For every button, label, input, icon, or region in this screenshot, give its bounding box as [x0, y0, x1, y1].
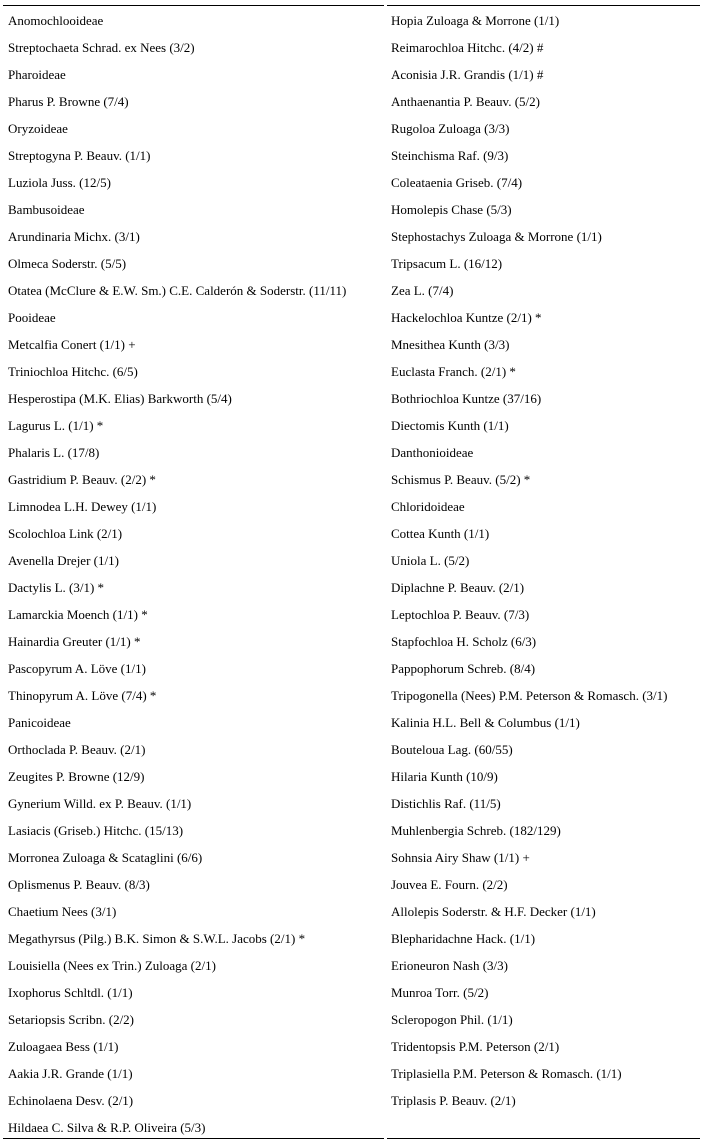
table-row: Steinchisma Raf. (9/3) — [391, 148, 509, 163]
table-row: Muhlenbergia Schreb. (182/129) — [391, 823, 561, 838]
table-row: Erioneuron Nash (3/3) — [391, 958, 508, 973]
table-row: Sohnsia Airy Shaw (1/1) + — [391, 850, 530, 865]
genera-table — [3, 5, 700, 1139]
table-row: Stephostachys Zuloaga & Morrone (1/1) — [391, 229, 602, 244]
table-row: Pascopyrum A. Löve (1/1) — [8, 661, 146, 676]
left-rows — [3, 7, 384, 1141]
table-row: Otatea (McClure & E.W. Sm.) C.E. Calderón & Soderstr. (11/11) — [8, 283, 347, 298]
table-row: Tripsacum L. (16/12) — [391, 256, 503, 271]
table-row: Streptogyna P. Beauv. (1/1) — [8, 148, 151, 163]
table-row: Hesperostipa (M.K. Elias) Barkworth (5/4) — [8, 391, 232, 406]
table-row: Uniola L. (5/2) — [391, 553, 470, 568]
table-row: Hainardia Greuter (1/1) * — [8, 634, 141, 649]
table-row: Ixophorus Schltdl. (1/1) — [8, 985, 133, 1000]
table-row: Munroa Torr. (5/2) — [391, 985, 489, 1000]
table-row: Diplachne P. Beauv. (2/1) — [391, 580, 525, 595]
table-row: Pappophorum Schreb. (8/4) — [391, 661, 536, 676]
right-column — [387, 5, 700, 1139]
table-row: Streptochaeta Schrad. ex Nees (3/2) — [8, 40, 195, 55]
table-row: Triniochloa Hitchc. (6/5) — [8, 364, 138, 379]
table-row: Zea L. (7/4) — [391, 283, 454, 298]
table-row: Pharus P. Browne (7/4) — [8, 94, 129, 109]
table-row: Aakia J.R. Grande (1/1) — [8, 1066, 133, 1081]
table-row: Gastridium P. Beauv. (2/2) * — [8, 472, 156, 487]
table-row: Euclasta Franch. (2/1) * — [391, 364, 516, 379]
table-row: Triplasiella P.M. Peterson & Romasch. (1/1) — [391, 1066, 622, 1081]
table-row: Stapfochloa H. Scholz (6/3) — [391, 634, 537, 649]
table-row: Scleropogon Phil. (1/1) — [391, 1012, 513, 1027]
table-row: Louisiella (Nees ex Trin.) Zuloaga (2/1) — [8, 958, 216, 973]
table-row: Mnesithea Kunth (3/3) — [391, 337, 510, 352]
table-row: Orthoclada P. Beauv. (2/1) — [8, 742, 146, 757]
table-row: Olmeca Soderstr. (5/5) — [8, 256, 127, 271]
table-row: Gynerium Willd. ex P. Beauv. (1/1) — [8, 796, 192, 811]
table-row: Schismus P. Beauv. (5/2) * — [391, 472, 531, 487]
table-row: Hopia Zuloaga & Morrone (1/1) — [391, 13, 560, 28]
table-row: Bambusoideae — [8, 202, 85, 217]
table-row: Lagurus L. (1/1) * — [8, 418, 104, 433]
table-row: Hilaria Kunth (10/9) — [391, 769, 498, 784]
table-row: Setariopsis Scribn. (2/2) — [8, 1012, 135, 1027]
table-row: Diectomis Kunth (1/1) — [391, 418, 509, 433]
table-row: Bothriochloa Kuntze (37/16) — [391, 391, 542, 406]
table-row: Echinolaena Desv. (2/1) — [8, 1093, 134, 1108]
table-row: Tridentopsis P.M. Peterson (2/1) — [391, 1039, 560, 1054]
table-row: Cottea Kunth (1/1) — [391, 526, 490, 541]
table-row: Limnodea L.H. Dewey (1/1) — [8, 499, 157, 514]
table-row: Chaetium Nees (3/1) — [8, 904, 117, 919]
table-row: Danthonioideae — [391, 445, 474, 460]
table-row: Hackelochloa Kuntze (2/1) * — [391, 310, 542, 325]
table-row: Phalaris L. (17/8) — [8, 445, 100, 460]
table-row: Metcalfia Conert (1/1) + — [8, 337, 136, 352]
table-row: Lamarckia Moench (1/1) * — [8, 607, 148, 622]
table-row: Kalinia H.L. Bell & Columbus (1/1) — [391, 715, 580, 730]
table-row: Anthaenantia P. Beauv. (5/2) — [391, 94, 540, 109]
table-row: Zeugites P. Browne (12/9) — [8, 769, 145, 784]
table-row: Tripogonella (Nees) P.M. Peterson & Romasch. (3/1) — [391, 688, 668, 703]
table-row: Dactylis L. (3/1) * — [8, 580, 105, 595]
table-row: Pharoideae — [8, 67, 66, 82]
table-row: Arundinaria Michx. (3/1) — [8, 229, 140, 244]
table-row: Allolepis Soderstr. & H.F. Decker (1/1) — [391, 904, 596, 919]
table-row: Oplismenus P. Beauv. (8/3) — [8, 877, 150, 892]
table-row: Thinopyrum A. Löve (7/4) * — [8, 688, 157, 703]
table-row: Triplasis P. Beauv. (2/1) — [391, 1093, 516, 1108]
table-row: Distichlis Raf. (11/5) — [391, 796, 501, 811]
left-column — [3, 5, 384, 1139]
table-row: Aconisia J.R. Grandis (1/1) # — [391, 67, 544, 82]
table-row: Rugoloa Zuloaga (3/3) — [391, 121, 510, 136]
table-row: Avenella Drejer (1/1) — [8, 553, 119, 568]
table-row: Blepharidachne Hack. (1/1) — [391, 931, 536, 946]
table-row: Hildaea C. Silva & R.P. Oliveira (5/3) — [8, 1120, 206, 1135]
table-row: Chloridoideae — [391, 499, 465, 514]
table-row: Zuloagaea Bess (1/1) — [8, 1039, 119, 1054]
table-row: Coleataenia Griseb. (7/4) — [391, 175, 523, 190]
table-row: Panicoideae — [8, 715, 71, 730]
table-row: Megathyrsus (Pilg.) B.K. Simon & S.W.L. Jacobs (2/1) * — [8, 931, 306, 946]
table-row: Luziola Juss. (12/5) — [8, 175, 111, 190]
table-row: Homolepis Chase (5/3) — [391, 202, 512, 217]
table-row: Oryzoideae — [8, 121, 68, 136]
table-row: Jouvea E. Fourn. (2/2) — [391, 877, 508, 892]
table-row: Reimarochloa Hitchc. (4/2) # — [391, 40, 544, 55]
table-row: Lasiacis (Griseb.) Hitchc. (15/13) — [8, 823, 184, 838]
table-row: Anomochlooideae — [8, 13, 104, 28]
table-row: Bouteloua Lag. (60/55) — [391, 742, 513, 757]
table-row: Pooideae — [8, 310, 56, 325]
table-row: Morronea Zuloaga & Scataglini (6/6) — [8, 850, 203, 865]
table-row: Scolochloa Link (2/1) — [8, 526, 123, 541]
right-rows — [387, 7, 700, 1114]
table-row: Leptochloa P. Beauv. (7/3) — [391, 607, 530, 622]
